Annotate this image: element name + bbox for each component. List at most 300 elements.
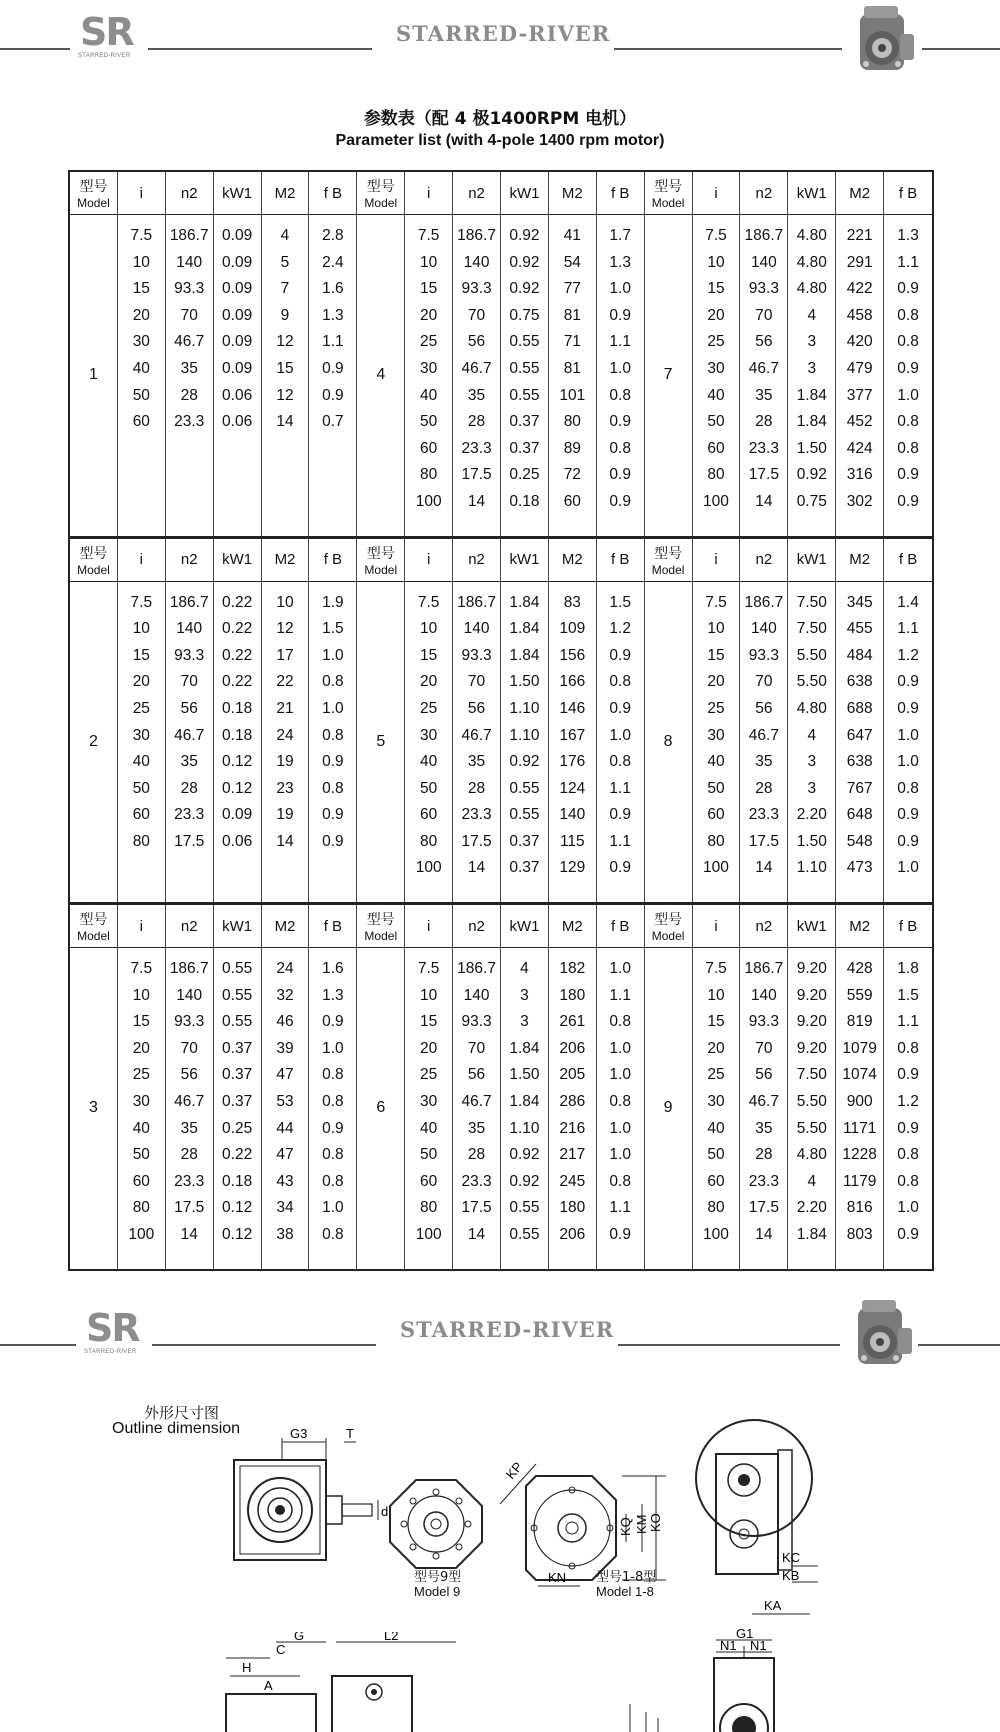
header-i-cell: i bbox=[693, 905, 741, 947]
table-cell: 46.7 bbox=[748, 726, 779, 744]
table-cell: 1.7 bbox=[609, 227, 631, 244]
table-cell: 35 bbox=[180, 753, 198, 771]
table-cell: 17.5 bbox=[174, 832, 205, 850]
table-cell: 167 bbox=[559, 726, 586, 744]
table-cell: 1.5 bbox=[609, 593, 631, 611]
table-cell: 56 bbox=[755, 333, 773, 351]
table-cell: 17 bbox=[276, 646, 294, 664]
table-cell: 0.8 bbox=[609, 673, 631, 691]
header-model-zh: 型号 bbox=[366, 912, 395, 929]
table-cell: 140 bbox=[463, 620, 490, 638]
table-cell: 4.80 bbox=[796, 699, 827, 717]
column-n2 bbox=[453, 948, 501, 1269]
column-m2 bbox=[549, 582, 597, 903]
table-cell: 1.5 bbox=[322, 620, 344, 638]
header-m2-cell: M2 bbox=[262, 539, 310, 581]
table-cell: 93.3 bbox=[461, 280, 492, 298]
table-cell: 93.3 bbox=[748, 280, 779, 298]
header-model-zh: 型号 bbox=[79, 179, 108, 195]
table-cell: 0.37 bbox=[222, 1093, 253, 1111]
table-cell: 0.55 bbox=[509, 386, 540, 404]
table-cell: 35 bbox=[467, 386, 486, 404]
header-model-en: Model bbox=[77, 562, 110, 577]
table-cell: 7 bbox=[280, 280, 290, 298]
table-cell: 7.50 bbox=[796, 620, 827, 638]
header-rule-right bbox=[918, 1344, 1000, 1346]
header-kw1-cell: kW1 bbox=[214, 905, 262, 947]
table-cell: 7.5 bbox=[417, 593, 440, 611]
header-band-bottom bbox=[0, 1296, 1000, 1376]
table-cell: 81 bbox=[563, 359, 581, 377]
table-cell: 30 bbox=[707, 359, 725, 377]
table-cell: 2.20 bbox=[796, 806, 827, 824]
table-cell: 1.2 bbox=[609, 620, 631, 638]
table-cell: 80 bbox=[132, 1199, 150, 1217]
table-cell: 35 bbox=[467, 753, 486, 771]
table-cell: 34 bbox=[276, 1199, 294, 1217]
table-cell: 140 bbox=[176, 253, 203, 271]
column-fb bbox=[309, 948, 357, 1269]
table-cell: 1.50 bbox=[509, 673, 540, 691]
header-model-zh: 型号 bbox=[366, 179, 395, 195]
table-cell: 25 bbox=[132, 699, 150, 717]
header-n2-cell: n2 bbox=[453, 172, 501, 214]
table-cell: 3 bbox=[807, 333, 817, 351]
column-i bbox=[693, 948, 741, 1269]
brand-logo-subtext: STARRED-RIVER bbox=[84, 1349, 137, 1355]
header-model-cell bbox=[357, 905, 405, 947]
column-kw1 bbox=[501, 948, 549, 1269]
table-cell: 0.12 bbox=[222, 1226, 253, 1243]
table-cell: 1.1 bbox=[609, 779, 631, 797]
table-cell: 70 bbox=[180, 673, 198, 691]
table-cell: 0.37 bbox=[222, 1039, 253, 1057]
table-cell: 0.9 bbox=[322, 1119, 344, 1137]
table-cell: 30 bbox=[132, 1093, 150, 1111]
table-cell: 14 bbox=[467, 859, 486, 877]
header-model-zh: 型号 bbox=[366, 545, 395, 562]
table-cell: 40 bbox=[707, 753, 725, 771]
table-cell: 0.55 bbox=[222, 960, 253, 978]
table-cell: 7.50 bbox=[796, 593, 827, 611]
table-cell: 186.7 bbox=[744, 960, 784, 978]
header-fb-cell: f B bbox=[898, 551, 918, 569]
table-cell: 1.0 bbox=[897, 386, 919, 404]
table-cell: 217 bbox=[559, 1146, 586, 1164]
table-cell: 0.09 bbox=[222, 806, 253, 824]
table-cell: 0.75 bbox=[509, 306, 540, 324]
column-fb bbox=[309, 582, 357, 903]
table-cell: 1.2 bbox=[897, 646, 919, 664]
table-cell: 1.1 bbox=[897, 253, 919, 271]
table-cell: 1.84 bbox=[509, 593, 540, 611]
table-cell: 186.7 bbox=[457, 960, 496, 978]
dim-g3-label: G3 bbox=[290, 1426, 308, 1441]
table-cell: 56 bbox=[467, 333, 486, 351]
column-m2 bbox=[262, 948, 310, 1269]
column-kw1 bbox=[214, 948, 262, 1269]
table-cell: 0.9 bbox=[897, 699, 919, 717]
drawing-motor-end-view bbox=[690, 1414, 830, 1624]
table-cell: 70 bbox=[755, 1039, 773, 1057]
table-cell: 1.0 bbox=[322, 1199, 344, 1217]
dim-kb-label: KB bbox=[782, 1568, 800, 1583]
table-cell: 1.0 bbox=[609, 1119, 631, 1137]
table-cell: 115 bbox=[559, 832, 585, 850]
header-m2-cell: M2 bbox=[549, 172, 597, 214]
table-cell: 25 bbox=[420, 699, 438, 717]
table-cell: 80 bbox=[420, 832, 438, 850]
model-9-label-en: Model 9 bbox=[414, 1584, 461, 1599]
table-cell: 638 bbox=[846, 673, 873, 691]
table-cell: 0.8 bbox=[609, 1093, 631, 1111]
table-cell: 30 bbox=[132, 726, 150, 744]
table-cell: 35 bbox=[180, 1119, 198, 1137]
table-cell: 40 bbox=[132, 1119, 150, 1137]
table-cell: 7.5 bbox=[705, 227, 727, 244]
table-cell: 35 bbox=[467, 1119, 486, 1137]
table-cell: 0.92 bbox=[509, 253, 540, 271]
model-number-cell: 5 bbox=[357, 582, 405, 903]
table-body bbox=[70, 215, 932, 536]
table-cell: 7.50 bbox=[796, 1066, 827, 1084]
table-cell: 0.8 bbox=[897, 306, 919, 324]
column-i bbox=[405, 948, 453, 1269]
model-number-cell: 9 bbox=[645, 948, 693, 1269]
header-kw1-cell: kW1 bbox=[788, 539, 836, 581]
table-cell: 0.12 bbox=[222, 1199, 253, 1217]
model-number-cell: 4 bbox=[357, 215, 405, 536]
table-cell: 1.0 bbox=[897, 753, 919, 771]
table-cell: 23.3 bbox=[174, 1172, 205, 1190]
table-cell: 15 bbox=[707, 280, 725, 298]
table-cell: 56 bbox=[755, 699, 773, 717]
model-number-cell: 6 bbox=[357, 948, 405, 1269]
table-cell: 35 bbox=[755, 386, 773, 404]
table-cell: 100 bbox=[703, 1226, 729, 1243]
table-cell: 93.3 bbox=[461, 646, 492, 664]
table-cell: 2.8 bbox=[322, 227, 344, 244]
table-cell: 1.1 bbox=[609, 1199, 631, 1217]
column-kw1 bbox=[214, 582, 262, 903]
table-cell: 1.84 bbox=[509, 620, 540, 638]
header-rule-mid-left bbox=[148, 48, 372, 50]
table-cell: 0.9 bbox=[609, 413, 631, 431]
table-cell: 100 bbox=[415, 1226, 442, 1243]
table-cell: 479 bbox=[846, 359, 873, 377]
table-cell: 50 bbox=[420, 779, 438, 797]
table-cell: 14 bbox=[276, 832, 294, 850]
table-cell: 100 bbox=[415, 859, 442, 877]
table-cell: 0.8 bbox=[609, 753, 631, 771]
header-model-cell bbox=[357, 172, 405, 214]
table-cell: 10 bbox=[707, 620, 725, 638]
table-cell: 60 bbox=[707, 439, 725, 457]
table-cell: 1.0 bbox=[322, 1039, 344, 1057]
column-fb bbox=[309, 215, 357, 536]
table-cell: 9 bbox=[280, 306, 290, 324]
table-cell: 186.7 bbox=[169, 227, 209, 244]
header-n2-cell: n2 bbox=[166, 539, 214, 581]
model-1-8-label-zh: 型号1-8型 bbox=[596, 1570, 657, 1585]
model-number-cell: 8 bbox=[645, 582, 693, 903]
table-cell: 12 bbox=[276, 620, 294, 638]
table-cell: 80 bbox=[707, 832, 725, 850]
header-model-cell bbox=[645, 172, 693, 214]
table-cell: 0.18 bbox=[222, 1172, 253, 1190]
table-cell: 1.2 bbox=[897, 1093, 919, 1111]
table-cell: 0.09 bbox=[222, 333, 253, 351]
column-i bbox=[405, 582, 453, 903]
header-i-cell: i bbox=[405, 172, 453, 214]
table-cell: 93.3 bbox=[174, 1013, 205, 1031]
table-cell: 56 bbox=[180, 699, 198, 717]
table-cell: 20 bbox=[707, 306, 725, 324]
table-cell: 46 bbox=[276, 1013, 294, 1031]
column-n2 bbox=[166, 948, 214, 1269]
table-header-row bbox=[70, 905, 932, 948]
drawing-flange-model-9 bbox=[386, 1476, 486, 1572]
header-fb-cell: f B bbox=[597, 172, 645, 214]
header-n2-cell: n2 bbox=[740, 905, 788, 947]
table-cell: 420 bbox=[846, 333, 873, 351]
table-cell: 0.9 bbox=[322, 1013, 344, 1031]
table-cell: 46.7 bbox=[748, 1093, 779, 1111]
table-cell: 688 bbox=[846, 699, 873, 717]
table-cell: 39 bbox=[276, 1039, 294, 1057]
table-cell: 182 bbox=[559, 960, 586, 978]
table-cell: 9.20 bbox=[796, 960, 827, 978]
table-cell: 1.0 bbox=[609, 726, 631, 744]
outline-title-en: Outline dimension bbox=[112, 1420, 241, 1437]
table-cell: 0.09 bbox=[222, 227, 253, 244]
table-cell: 0.18 bbox=[222, 699, 253, 717]
header-fb-cell: f B bbox=[309, 172, 357, 214]
table-cell: 35 bbox=[755, 1119, 773, 1137]
table-cell: 286 bbox=[559, 1093, 586, 1111]
table-cell: 35 bbox=[180, 359, 198, 377]
table-cell: 28 bbox=[180, 386, 198, 404]
table-cell: 80 bbox=[132, 832, 150, 850]
column-m2 bbox=[549, 948, 597, 1269]
table-cell: 1.50 bbox=[796, 439, 827, 457]
table-cell: 0.92 bbox=[509, 1172, 540, 1190]
table-cell: 30 bbox=[707, 1093, 725, 1111]
table-cell: 1.3 bbox=[322, 306, 344, 324]
table-cell: 1.1 bbox=[322, 333, 344, 351]
table-cell: 0.9 bbox=[897, 359, 919, 377]
table-cell: 24 bbox=[276, 726, 294, 744]
table-cell: 30 bbox=[132, 333, 150, 351]
table-cell: 455 bbox=[846, 620, 873, 638]
header-i-cell: i bbox=[405, 905, 453, 947]
table-cell: 0.55 bbox=[509, 333, 540, 351]
table-cell: 4 bbox=[280, 227, 290, 244]
table-cell: 1079 bbox=[842, 1039, 877, 1057]
table-cell: 15 bbox=[420, 1013, 438, 1031]
header-model-cell bbox=[70, 539, 118, 581]
column-n2 bbox=[740, 948, 788, 1269]
gearbox-product-icon bbox=[840, 1298, 918, 1376]
gearbox-product-icon bbox=[842, 4, 920, 82]
table-cell: 0.8 bbox=[897, 413, 919, 431]
table-cell: 20 bbox=[132, 1039, 150, 1057]
table-cell: 30 bbox=[420, 726, 438, 744]
table-cell: 0.37 bbox=[509, 859, 540, 877]
table-cell: 83 bbox=[563, 593, 581, 611]
table-cell: 3 bbox=[807, 753, 817, 771]
table-cell: 140 bbox=[176, 986, 203, 1004]
table-cell: 50 bbox=[707, 779, 725, 797]
dim-kc-label: KC bbox=[782, 1550, 801, 1565]
drawing-gearbox-front-view bbox=[620, 1628, 800, 1732]
table-cell: 20 bbox=[420, 673, 438, 691]
table-cell: 46.7 bbox=[174, 726, 205, 744]
table-cell: 4 bbox=[807, 306, 817, 324]
table-cell: 70 bbox=[755, 306, 773, 324]
table-cell: 50 bbox=[132, 779, 150, 797]
dim-d-label: d bbox=[381, 1504, 389, 1519]
table-cell: 1.84 bbox=[796, 413, 827, 431]
table-cell: 60 bbox=[563, 492, 581, 510]
header-i-cell: i bbox=[118, 905, 166, 947]
table-cell: 0.09 bbox=[222, 359, 253, 377]
table-cell: 30 bbox=[707, 726, 725, 744]
header-model-en: Model bbox=[651, 929, 685, 944]
table-cell: 0.37 bbox=[509, 832, 540, 850]
header-kw1-cell: kW1 bbox=[788, 905, 836, 947]
table-cell: 1.84 bbox=[509, 1093, 540, 1111]
table-cell: 1074 bbox=[842, 1066, 877, 1084]
table-cell: 0.9 bbox=[897, 492, 919, 510]
header-fb-cell: f B bbox=[597, 905, 645, 947]
table-cell: 12 bbox=[276, 386, 294, 404]
table-cell: 28 bbox=[180, 1146, 198, 1164]
table-cell: 0.9 bbox=[897, 466, 919, 484]
dim-km-label: KM bbox=[634, 1514, 649, 1534]
table-cell: 60 bbox=[132, 413, 150, 431]
drawing-gearbox-side-view bbox=[226, 1420, 396, 1570]
table-cell: 0.8 bbox=[897, 779, 919, 797]
table-cell: 20 bbox=[707, 673, 725, 691]
table-cell: 422 bbox=[846, 280, 873, 298]
table-cell: 0.09 bbox=[222, 253, 253, 271]
table-cell: 5 bbox=[280, 253, 290, 271]
table-cell: 0.18 bbox=[222, 726, 253, 744]
table-cell: 7.5 bbox=[130, 227, 153, 244]
table-cell: 140 bbox=[463, 253, 490, 271]
column-n2 bbox=[453, 582, 501, 903]
table-cell: 15 bbox=[132, 1013, 150, 1031]
table-cell: 186.7 bbox=[169, 960, 209, 978]
parameter-table bbox=[68, 170, 934, 1271]
table-cell: 56 bbox=[467, 699, 486, 717]
table-cell: 35 bbox=[755, 753, 773, 771]
header-rule-left bbox=[0, 1344, 76, 1346]
table-cell: 245 bbox=[559, 1172, 586, 1190]
table-cell: 206 bbox=[559, 1226, 586, 1243]
brand-logo bbox=[82, 1308, 154, 1360]
table-body bbox=[70, 948, 932, 1269]
column-n2 bbox=[740, 582, 788, 903]
table-cell: 80 bbox=[707, 1199, 725, 1217]
table-cell: 72 bbox=[563, 466, 581, 484]
table-header-row bbox=[70, 539, 932, 582]
table-cell: 70 bbox=[467, 1039, 486, 1057]
table-cell: 1.0 bbox=[322, 646, 344, 664]
table-cell: 20 bbox=[132, 306, 150, 324]
table-cell: 0.9 bbox=[609, 466, 631, 484]
header-model-en: Model bbox=[364, 196, 398, 210]
parameter-title-zh: 参数表（配 4 极1400RPM 电机） bbox=[363, 109, 637, 129]
table-cell: 1.1 bbox=[897, 1013, 919, 1031]
table-cell: 20 bbox=[707, 1039, 725, 1057]
table-cell: 5.50 bbox=[796, 1093, 827, 1111]
table-cell: 93.3 bbox=[461, 1013, 492, 1031]
header-kw1-cell: kW1 bbox=[214, 539, 262, 581]
table-cell: 28 bbox=[467, 413, 486, 431]
column-fb bbox=[884, 948, 932, 1269]
table-cell: 50 bbox=[132, 386, 150, 404]
column-m2 bbox=[836, 948, 884, 1269]
table-cell: 80 bbox=[420, 1199, 438, 1217]
outline-title-zh: 外形尺寸图 bbox=[144, 1404, 220, 1422]
table-cell: 60 bbox=[132, 806, 150, 824]
table-cell: 0.55 bbox=[509, 779, 540, 797]
header-model-cell bbox=[70, 905, 118, 947]
table-cell: 17.5 bbox=[461, 466, 492, 484]
table-cell: 47 bbox=[276, 1066, 294, 1084]
table-cell: 484 bbox=[846, 646, 873, 664]
header-fb-cell: f B bbox=[597, 539, 645, 581]
table-cell: 60 bbox=[420, 1172, 438, 1190]
table-cell: 345 bbox=[846, 593, 873, 611]
table-cell: 0.8 bbox=[322, 1066, 344, 1084]
table-cell: 71 bbox=[563, 333, 581, 351]
table-cell: 129 bbox=[559, 859, 586, 877]
dim-a-label: A bbox=[264, 1678, 273, 1693]
table-cell: 1.0 bbox=[609, 960, 631, 978]
header-model-en: Model bbox=[651, 562, 685, 577]
header-i-cell: i bbox=[693, 172, 741, 214]
table-cell: 77 bbox=[563, 280, 581, 298]
table-cell: 60 bbox=[707, 1172, 725, 1190]
column-n2 bbox=[166, 582, 214, 903]
header-kw1-cell: kW1 bbox=[501, 539, 549, 581]
table-cell: 647 bbox=[846, 726, 873, 744]
brand-logo bbox=[76, 12, 148, 64]
header-band-top bbox=[0, 0, 1000, 80]
table-cell: 0.55 bbox=[222, 1013, 253, 1031]
header-fb-cell: f B bbox=[898, 184, 918, 202]
table-cell: 25 bbox=[420, 1066, 438, 1084]
model-number-cell: 7 bbox=[645, 215, 693, 536]
table-cell: 559 bbox=[846, 986, 873, 1004]
table-cell: 19 bbox=[276, 806, 294, 824]
table-cell: 4 bbox=[807, 1172, 817, 1190]
column-n2 bbox=[740, 215, 788, 536]
column-i bbox=[693, 215, 741, 536]
header-rule-mid-right bbox=[618, 1344, 840, 1346]
table-cell: 1.84 bbox=[796, 386, 827, 404]
table-cell: 0.9 bbox=[897, 673, 919, 691]
table-cell: 0.8 bbox=[609, 439, 631, 457]
table-cell: 23.3 bbox=[748, 439, 779, 457]
column-m2 bbox=[549, 215, 597, 536]
table-cell: 28 bbox=[755, 779, 773, 797]
table-cell: 0.92 bbox=[509, 753, 540, 771]
table-cell: 14 bbox=[755, 492, 773, 510]
